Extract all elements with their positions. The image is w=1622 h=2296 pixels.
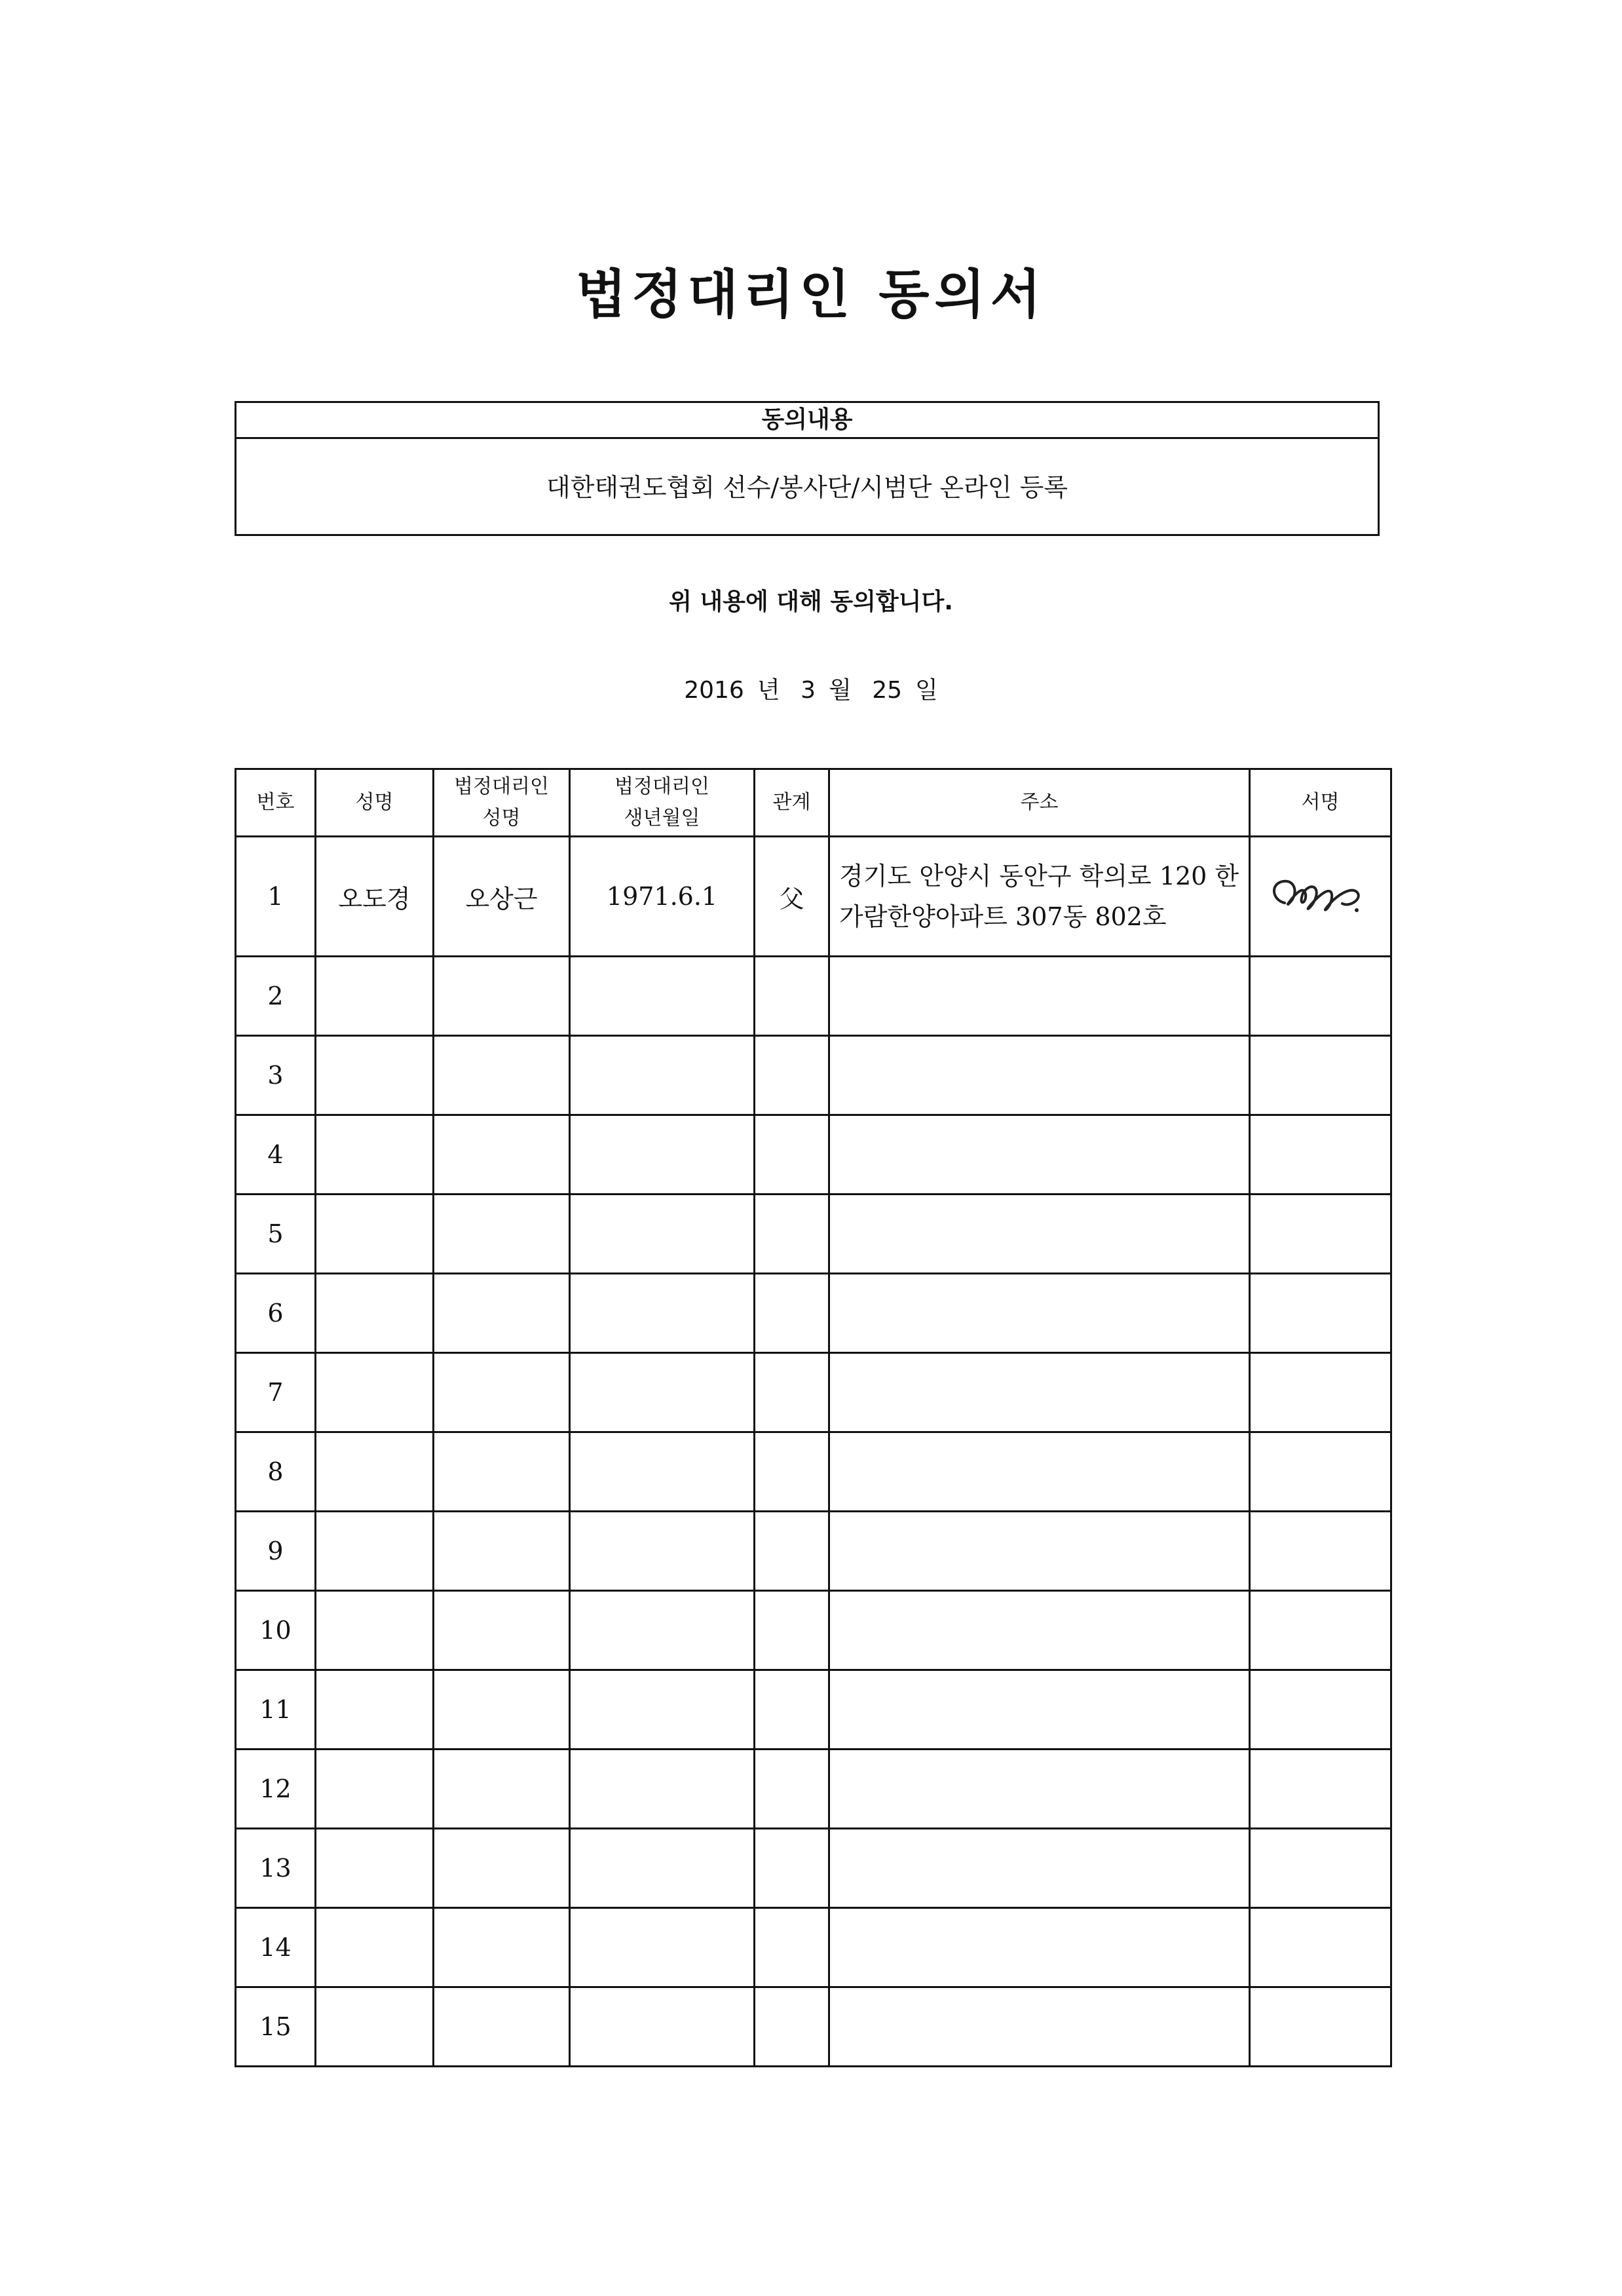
row-guardian-birth xyxy=(570,1670,755,1750)
row-relation xyxy=(755,1750,829,1829)
row-guardian-name xyxy=(434,1274,570,1353)
row-guardian-name xyxy=(434,1115,570,1195)
row-no: 2 xyxy=(236,957,316,1036)
row-no: 9 xyxy=(236,1512,316,1591)
row-name xyxy=(316,1432,434,1512)
row-no: 7 xyxy=(236,1353,316,1432)
row-no: 6 xyxy=(236,1274,316,1353)
row-signature xyxy=(1250,1908,1391,1987)
row-guardian-name xyxy=(434,1591,570,1670)
row-guardian-name: 오상근 xyxy=(434,837,570,957)
header-name: 성명 xyxy=(316,769,434,837)
row-name xyxy=(316,1670,434,1750)
row-guardian-name xyxy=(434,1670,570,1750)
row-relation xyxy=(755,1432,829,1512)
row-signature xyxy=(1250,1195,1391,1274)
row-address xyxy=(829,1115,1250,1195)
row-guardian-name xyxy=(434,1829,570,1908)
row-no: 1 xyxy=(236,837,316,957)
row-guardian-birth xyxy=(570,1115,755,1195)
header-guardian-name-line1: 법정대리인 xyxy=(454,775,549,798)
row-guardian-birth xyxy=(570,1591,755,1670)
row-relation xyxy=(755,1353,829,1432)
date-month-unit: 월 xyxy=(828,677,852,704)
table-row xyxy=(236,1750,1391,1829)
row-guardian-name xyxy=(434,1353,570,1432)
row-guardian-name xyxy=(434,1432,570,1512)
row-signature xyxy=(1250,1432,1391,1512)
row-relation xyxy=(755,1591,829,1670)
roster-body xyxy=(236,837,1391,2067)
row-relation xyxy=(755,1036,829,1115)
date-year: 2016 xyxy=(684,677,744,704)
row-address xyxy=(829,1432,1250,1512)
row-name xyxy=(316,1908,434,1987)
consent-body: 대한태권도협회 선수/봉사단/시범단 온라인 등록 xyxy=(546,473,1068,502)
consent-header: 동의내용 xyxy=(236,403,1378,439)
row-no: 13 xyxy=(236,1829,316,1908)
row-address xyxy=(829,1908,1250,1987)
roster-table xyxy=(235,768,1392,2067)
row-address xyxy=(829,1195,1250,1274)
row-no: 12 xyxy=(236,1750,316,1829)
row-no: 15 xyxy=(236,1987,316,2067)
table-row xyxy=(236,1670,1391,1750)
header-guardian-birth xyxy=(570,769,755,837)
row-guardian-birth xyxy=(570,1195,755,1274)
row-signature xyxy=(1250,1987,1391,2067)
row-relation xyxy=(755,1195,829,1274)
agreement-statement: 위 내용에 대해 동의합니다. xyxy=(669,588,953,615)
row-address xyxy=(829,1512,1250,1591)
table-row xyxy=(236,1274,1391,1353)
header-address: 주소 xyxy=(829,769,1250,837)
row-relation xyxy=(755,957,829,1036)
header-guardian-birth-line2: 생년월일 xyxy=(624,807,700,830)
row-signature xyxy=(1250,1353,1391,1432)
row-relation: 父 xyxy=(755,837,829,957)
row-relation xyxy=(755,1908,829,1987)
row-name xyxy=(316,1512,434,1591)
table-row xyxy=(236,1908,1391,1987)
row-address xyxy=(829,1036,1250,1115)
row-guardian-birth xyxy=(570,1750,755,1829)
row-no: 14 xyxy=(236,1908,316,1987)
row-no: 11 xyxy=(236,1670,316,1750)
row-relation xyxy=(755,1829,829,1908)
table-row xyxy=(236,1512,1391,1591)
row-address xyxy=(829,1829,1250,1908)
date-day-unit: 일 xyxy=(915,677,938,704)
row-guardian-name xyxy=(434,1036,570,1115)
handwritten-signature xyxy=(1258,867,1383,926)
row-no: 8 xyxy=(236,1432,316,1512)
row-relation xyxy=(755,1274,829,1353)
table-row xyxy=(236,957,1391,1036)
row-name xyxy=(316,957,434,1036)
table-row xyxy=(236,1591,1391,1670)
row-relation xyxy=(755,1115,829,1195)
row-guardian-name xyxy=(434,1512,570,1591)
row-signature xyxy=(1250,1036,1391,1115)
row-address xyxy=(829,957,1250,1036)
row-signature xyxy=(1250,1512,1391,1591)
row-name xyxy=(316,1195,434,1274)
row-name xyxy=(316,1987,434,2067)
date-year-unit: 년 xyxy=(757,677,780,704)
row-signature xyxy=(1250,837,1391,957)
table-row xyxy=(236,1829,1391,1908)
row-address: 경기도 안양시 동안구 학의로 120 한가람한양아파트 307동 802호 xyxy=(829,837,1250,957)
table-row xyxy=(236,1195,1391,1274)
row-signature xyxy=(1250,1274,1391,1353)
table-row xyxy=(236,837,1391,957)
row-relation xyxy=(755,1670,829,1750)
row-address xyxy=(829,1987,1250,2067)
header-relation: 관계 xyxy=(755,769,829,837)
row-relation xyxy=(755,1987,829,2067)
row-no: 10 xyxy=(236,1591,316,1670)
date-day: 25 xyxy=(872,677,903,704)
row-address xyxy=(829,1274,1250,1353)
row-name xyxy=(316,1115,434,1195)
row-guardian-name xyxy=(434,1750,570,1829)
table-row xyxy=(236,1987,1391,2067)
row-name xyxy=(316,1036,434,1115)
row-signature xyxy=(1250,1670,1391,1750)
header-guardian-name xyxy=(434,769,570,837)
row-no: 4 xyxy=(236,1115,316,1195)
table-row xyxy=(236,1353,1391,1432)
row-signature xyxy=(1250,1829,1391,1908)
header-signature: 서명 xyxy=(1250,769,1391,837)
row-relation xyxy=(755,1512,829,1591)
table-row xyxy=(236,1432,1391,1512)
row-guardian-name xyxy=(434,1908,570,1987)
header-no: 번호 xyxy=(236,769,316,837)
row-guardian-birth xyxy=(570,1274,755,1353)
row-guardian-birth xyxy=(570,1987,755,2067)
table-row xyxy=(236,1115,1391,1195)
row-guardian-birth xyxy=(570,1829,755,1908)
consent-box xyxy=(235,401,1380,536)
row-name: 오도경 xyxy=(316,837,434,957)
table-row xyxy=(236,1036,1391,1115)
header-guardian-name-line2: 성명 xyxy=(482,807,521,830)
row-guardian-birth xyxy=(570,957,755,1036)
row-address xyxy=(829,1591,1250,1670)
row-no: 5 xyxy=(236,1195,316,1274)
date-month: 3 xyxy=(801,677,816,704)
row-signature xyxy=(1250,1115,1391,1195)
row-guardian-name xyxy=(434,1195,570,1274)
row-name xyxy=(316,1353,434,1432)
row-signature xyxy=(1250,1750,1391,1829)
row-name xyxy=(316,1829,434,1908)
date-line xyxy=(0,672,1622,705)
row-guardian-name xyxy=(434,1987,570,2067)
row-address xyxy=(829,1750,1250,1829)
row-guardian-birth xyxy=(570,1432,755,1512)
row-name xyxy=(316,1274,434,1353)
row-guardian-birth xyxy=(570,1036,755,1115)
header-guardian-birth-line1: 법정대리인 xyxy=(614,775,709,798)
row-signature xyxy=(1250,957,1391,1036)
document-title: 법정대리인 동의서 xyxy=(575,264,1047,325)
row-guardian-birth xyxy=(570,1353,755,1432)
row-name xyxy=(316,1750,434,1829)
row-address xyxy=(829,1353,1250,1432)
row-signature xyxy=(1250,1591,1391,1670)
row-name xyxy=(316,1591,434,1670)
row-guardian-name xyxy=(434,957,570,1036)
row-no: 3 xyxy=(236,1036,316,1115)
row-address xyxy=(829,1670,1250,1750)
header-row xyxy=(236,769,1391,837)
row-guardian-birth xyxy=(570,1512,755,1591)
row-guardian-birth: 1971.6.1 xyxy=(570,837,755,957)
row-guardian-birth xyxy=(570,1908,755,1987)
